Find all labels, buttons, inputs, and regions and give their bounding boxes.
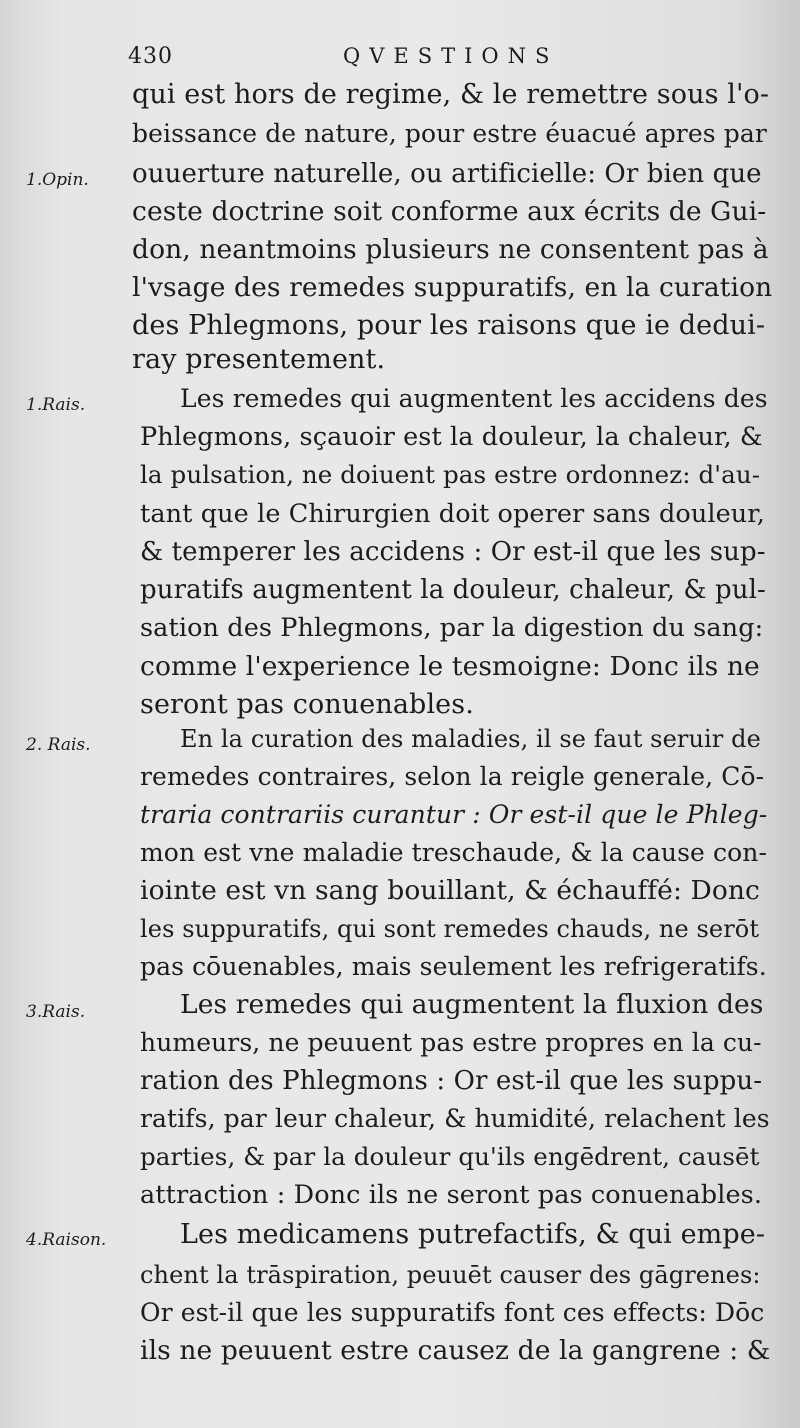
text-line: sation des Phlegmons, par la digestion du sang: xyxy=(140,613,764,643)
text-line: parties, & par la douleur qu'ils engēdrent, causēt xyxy=(140,1142,760,1171)
page-number: 430 xyxy=(128,44,173,69)
text-line: ils ne peuuent estre causez de la gangrene : & xyxy=(140,1335,771,1366)
text-line: puratifs augmentent la douleur, chaleur, & pul- xyxy=(140,575,766,605)
text-line: Les remedes qui augmentent les accidens des xyxy=(180,384,768,413)
text-line: humeurs, ne peuuent pas estre propres en la cu- xyxy=(140,1028,762,1057)
text-line: ouuerture naturelle, ou artificielle: Or bien que xyxy=(132,159,762,189)
text-line: l'vsage des remedes suppuratifs, en la curation xyxy=(132,272,773,303)
text-line: attraction : Donc ils ne seront pas conuenables. xyxy=(140,1180,763,1210)
text-line: qui est hors de regime, & le remettre sous l'o- xyxy=(132,79,770,110)
text-line: En la curation des maladies, il se faut seruir de xyxy=(180,725,761,753)
margin-note-raison-2: 2. Rais. xyxy=(26,735,91,755)
text-line: chent la trāspiration, peuuēt causer des gāgrenes: xyxy=(140,1261,761,1289)
text-line: traria contrariis curantur : Or est-il que le Phleg- xyxy=(140,800,768,829)
running-title: QVESTIONS xyxy=(343,44,559,68)
text-line: mon est vne maladie treschaude, & la cause con- xyxy=(140,838,767,867)
text-line: beissance de nature, pour estre éuacué apres par xyxy=(132,119,767,148)
margin-note-raison-3: 3.Rais. xyxy=(26,1002,86,1022)
running-head xyxy=(128,40,728,76)
text-line: iointe est vn sang bouillant, & échauffé: Donc xyxy=(140,875,760,906)
text-line: Les medicamens putrefactifs, & qui empe- xyxy=(180,1219,766,1250)
margin-note-raison-1: 1.Rais. xyxy=(26,395,86,415)
text-line: & temperer les accidens : Or est-il que les sup- xyxy=(140,537,766,567)
text-line: ray presentement. xyxy=(132,344,386,375)
text-line: des Phlegmons, pour les raisons que ie dedui- xyxy=(132,310,766,341)
text-line: Les remedes qui augmentent la fluxion des xyxy=(180,989,764,1020)
text-line: comme l'experience le tesmoigne: Donc ils ne xyxy=(140,651,760,682)
margin-note-raison-4: 4.Raison. xyxy=(26,1230,107,1250)
text-line: les suppuratifs, qui sont remedes chauds, ne serōt xyxy=(140,915,760,943)
text-line: tant que le Chirurgien doit operer sans douleur, xyxy=(140,499,766,529)
text-line: seront pas conuenables. xyxy=(140,689,474,720)
text-line: ratifs, par leur chaleur, & humidité, relachent les xyxy=(140,1104,770,1133)
text-line: Or est-il que les suppuratifs font ces effects: Dōc xyxy=(140,1298,765,1327)
text-line: ceste doctrine soit conforme aux écrits de Gui- xyxy=(132,196,767,227)
text-line: don, neantmoins plusieurs ne consentent pas à xyxy=(132,234,769,265)
text-line: ration des Phlegmons : Or est-il que les suppu- xyxy=(140,1066,763,1096)
text-line: Phlegmons, sçauoir est la douleur, la chaleur, & xyxy=(140,422,763,452)
margin-note-opinion-1: 1.Opin. xyxy=(26,170,89,190)
text-line: la pulsation, ne doiuent pas estre ordonnez: d'au- xyxy=(140,460,761,489)
text-line: remedes contraires, selon la reigle generale, Cō- xyxy=(140,762,765,791)
text-line: pas cōuenables, mais seulement les refrigeratifs. xyxy=(140,952,767,981)
